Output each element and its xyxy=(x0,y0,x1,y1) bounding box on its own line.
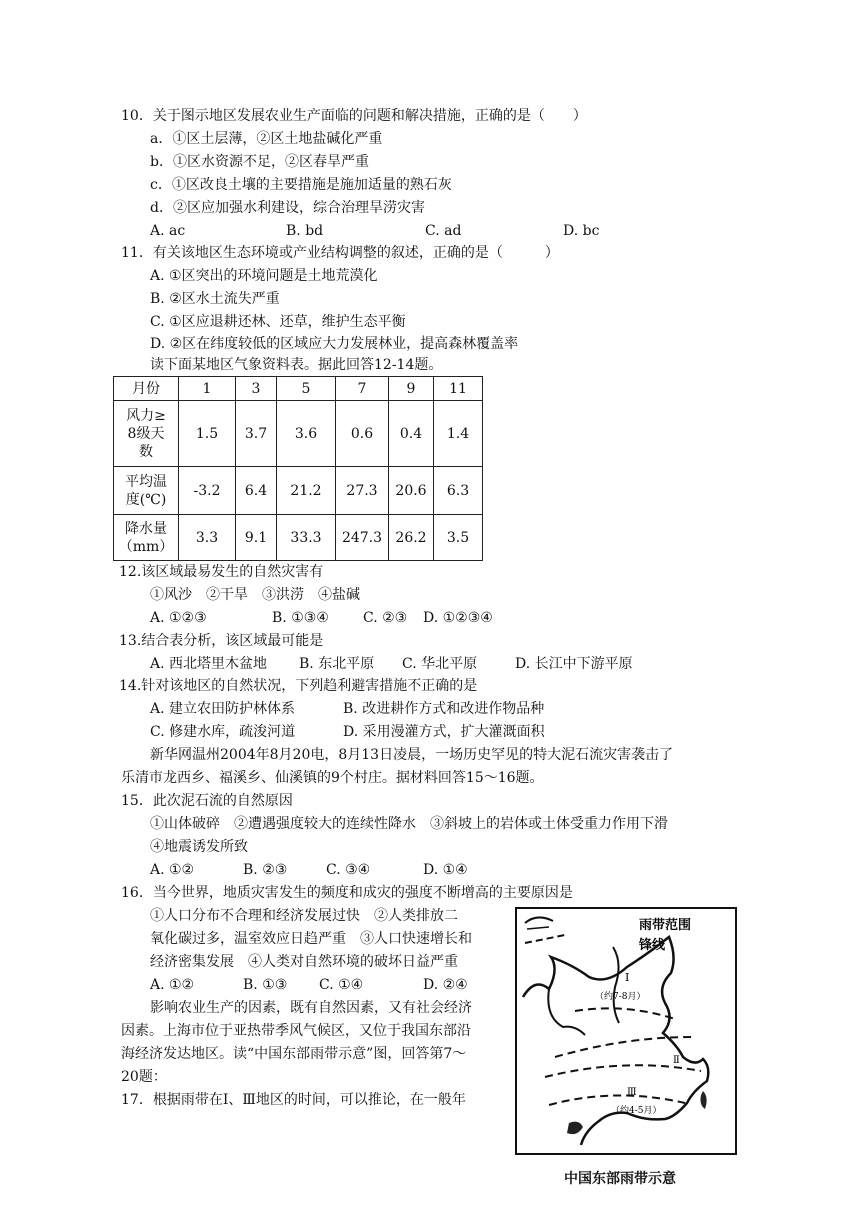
q12-choice-d: D. ①②③④ xyxy=(423,610,493,626)
row-label xyxy=(114,401,179,467)
q13-choice-c: C. 华北平原 xyxy=(402,656,478,672)
zone1-time: （约7-8月） xyxy=(595,992,646,1002)
table-cell: 3.3 xyxy=(179,515,236,561)
q15-items-2: ④地震诱发所致 xyxy=(150,839,248,855)
row-label-line: 降水量 xyxy=(125,520,167,537)
row-label-line: 数 xyxy=(139,443,153,460)
month-cell: 11 xyxy=(434,377,483,401)
zone1-label: Ⅰ xyxy=(625,971,630,984)
table-header-row xyxy=(114,377,483,401)
table-cell: 6.4 xyxy=(236,467,277,515)
zone3-time: （约4-5月） xyxy=(611,1106,662,1116)
month-cell: 9 xyxy=(389,377,434,401)
q10-choice-a: A. ac xyxy=(150,223,186,239)
q16-stem: 16．当今世界，地质灾害发生的频度和成灾的强度不断增高的主要原因是 xyxy=(121,885,573,901)
q15-choice-c: C. ③④ xyxy=(326,862,371,878)
q13-stem: 13.结合表分析，该区域最可能是 xyxy=(119,633,324,649)
q10-choice-b: B. bd xyxy=(286,223,324,239)
q15-choice-a: A. ①② xyxy=(150,862,195,878)
table-cell: 247.3 xyxy=(336,515,389,561)
q14-choice-d: D. 采用漫灌方式，扩大灌溉面积 xyxy=(343,724,545,740)
q16-items-3: 经济密集发展 ④人类对自然环境的破坏日益严重 xyxy=(150,954,458,970)
news-line-1: 新华网温州2004年8月20电，8月13日凌晨，一场历史罕见的特大泥石流灾害袭击了 xyxy=(150,747,674,763)
q13-choice-b: B. 东北平原 xyxy=(299,656,375,672)
row-label-line: 风力≥ xyxy=(126,407,166,424)
table-cell: 3.6 xyxy=(277,401,336,467)
month-cell: 5 xyxy=(277,377,336,401)
table-cell: 9.1 xyxy=(236,515,277,561)
q14-choice-b: B. 改进耕作方式和改进作物品种 xyxy=(343,701,545,717)
map-frame xyxy=(516,908,736,1154)
table-row xyxy=(114,401,483,467)
q16-choice-a: A. ①② xyxy=(150,977,195,993)
table-cell: -3.2 xyxy=(179,467,236,515)
weather-table xyxy=(113,376,483,561)
q16-choice-b: B. ①③ xyxy=(243,977,288,993)
q12-choice-b: B. ①③④ xyxy=(272,610,329,626)
month-cell: 3 xyxy=(236,377,277,401)
table-cell: 27.3 xyxy=(336,467,389,515)
row-label-line: （mm） xyxy=(118,538,174,555)
q15-choice-d: D. ①④ xyxy=(423,862,468,878)
q15-choice-b: B. ②③ xyxy=(243,862,288,878)
q15-items-1: ①山体破碎 ②遭遇强度较大的连续性降水 ③斜坡上的岩体或土体受重力作用下滑 xyxy=(150,816,668,832)
table-cell: 1.5 xyxy=(179,401,236,467)
row-label-line: 平均温 xyxy=(125,473,167,490)
q13-choice-a: A. 西北塔里木盆地 xyxy=(150,656,268,672)
table-cell: 6.3 xyxy=(434,467,483,515)
context-line-3: 海经济发达地区。读“中国东部雨带示意”图，回答第7～ xyxy=(121,1046,467,1062)
zone2-label: Ⅱ xyxy=(673,1055,680,1066)
q14-choice-c: C. 修建水库，疏浚河道 xyxy=(150,724,296,740)
q16-choice-c: C. ①④ xyxy=(319,977,364,993)
table-cell: 3.5 xyxy=(434,515,483,561)
table-cell: 33.3 xyxy=(277,515,336,561)
q12-choice-a: A. ①②③ xyxy=(150,610,207,626)
row-label-line: 8级天 xyxy=(127,425,165,442)
q10-item-c: c．①区改良土壤的主要措施是施加适量的熟石灰 xyxy=(150,177,452,193)
table-cell: 0.6 xyxy=(336,401,389,467)
q10-choice-d: D. bc xyxy=(563,223,600,239)
context-line-4: 20题： xyxy=(121,1069,167,1085)
table-cell: 26.2 xyxy=(389,515,434,561)
month-cell: 7 xyxy=(336,377,389,401)
context-line-1: 影响农业生产的因素，既有自然因素，又有社会经济 xyxy=(150,1000,472,1016)
q16-choice-d: D. ②④ xyxy=(423,977,468,993)
q10-stem: 10．关于图示地区发展农业生产面临的问题和解决措施，正确的是（ ） xyxy=(121,108,587,124)
q10-item-a: a．①区土层薄，②区土地盐碱化严重 xyxy=(150,131,383,147)
legend-title: 雨带范围 xyxy=(639,918,692,933)
q11-choice-d: D. ②区在纬度较低的区域应大力发展林业，提高森林覆盖率 xyxy=(150,336,519,352)
q13-choice-d: D. 长江中下游平原 xyxy=(515,656,633,672)
rain-belt-map xyxy=(515,907,737,1155)
q15-stem: 15．此次泥石流的自然原因 xyxy=(121,793,293,809)
q10-item-b: b．①区水资源不足，②区春旱严重 xyxy=(150,154,369,170)
q11-choice-c: C. ①区应退耕还林、还草，维护生态平衡 xyxy=(150,314,406,330)
q16-items-2: 氧化碳过多，温室效应日趋严重 ③人口快速增长和 xyxy=(150,931,472,947)
q16-items-1: ①人口分布不合理和经济发展过快 ②人类排放二 xyxy=(150,908,458,924)
table-cell: 1.4 xyxy=(434,401,483,467)
zone3-label: Ⅲ xyxy=(627,1087,637,1098)
table-cell: 21.2 xyxy=(277,467,336,515)
row-label xyxy=(114,467,179,515)
context-line-2: 因素。上海市位于亚热带季风气候区，又位于我国东部沿 xyxy=(121,1023,471,1039)
q11-choice-a: A. ①区突出的环境问题是土地荒漠化 xyxy=(150,268,378,284)
q10-item-d: d．②区应加强水利建设，综合治理旱涝灾害 xyxy=(150,200,425,216)
q17-stem: 17．根据雨带在Ⅰ、Ⅲ地区的时间，可以推论，在一般年 xyxy=(121,1092,466,1108)
table-cell: 20.6 xyxy=(389,467,434,515)
q14-stem: 14.针对该地区的自然状况，下列趋利避害措施不正确的是 xyxy=(119,678,478,694)
q14-choice-a: A. 建立农田防护林体系 xyxy=(150,701,296,717)
table-cell: 3.7 xyxy=(236,401,277,467)
table-row xyxy=(114,515,483,561)
q11-choice-b: B. ②区水土流失严重 xyxy=(150,291,280,307)
map-caption: 中国东部雨带示意 xyxy=(564,1171,676,1187)
q12-stem: 12.该区域最易发生的自然灾害有 xyxy=(119,564,324,580)
row-label-line: 度(℃) xyxy=(125,491,167,508)
row-label xyxy=(114,515,179,561)
table-row xyxy=(114,467,483,515)
q11-stem: 11．有关该地区生态环境或产业结构调整的叙述，正确的是（ ） xyxy=(121,245,559,261)
table-cell: 0.4 xyxy=(389,401,434,467)
q12-choice-c: C. ②③ xyxy=(363,610,408,626)
month-cell: 1 xyxy=(179,377,236,401)
table-intro: 读下面某地区气象资料表。据此回答12-14题。 xyxy=(150,357,443,373)
legend-front-label: 锋线 xyxy=(639,938,666,953)
q12-items: ①风沙 ②干旱 ③洪涝 ④盐碱 xyxy=(150,587,360,603)
table-header-label: 月份 xyxy=(114,377,179,401)
q10-choice-c: C. ad xyxy=(425,223,462,239)
news-line-2: 乐清市龙西乡、福溪乡、仙溪镇的9个村庄。据材料回答15～16题。 xyxy=(121,770,544,786)
